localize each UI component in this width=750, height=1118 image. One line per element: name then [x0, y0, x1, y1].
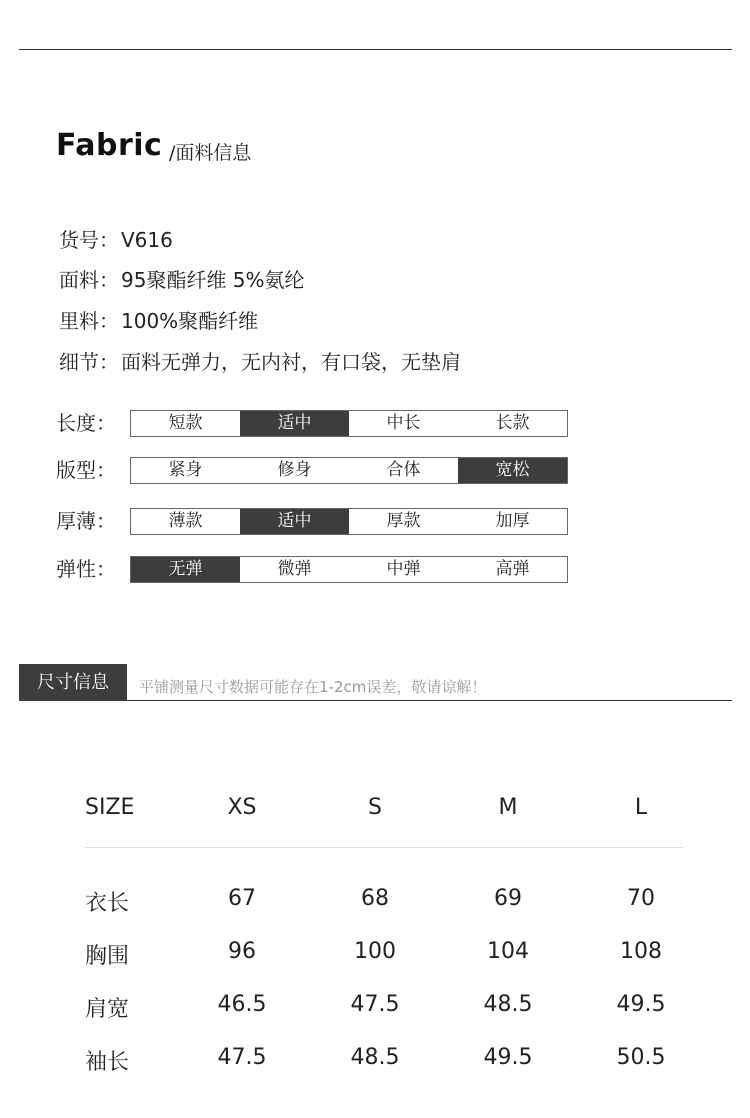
- table-cell: 67: [228, 886, 256, 911]
- scale-option: 长款: [495, 413, 530, 433]
- scale-options: [130, 457, 568, 484]
- table-cell: 49.5: [616, 992, 666, 1017]
- table-row: [85, 1045, 685, 1081]
- info-key: 面料：: [59, 268, 119, 292]
- info-value: 95聚酯纤维 5%氨纶: [121, 268, 305, 292]
- table-cell: 47.5: [350, 992, 400, 1017]
- heading-title-en: Fabric: [56, 128, 163, 163]
- row-label: 胸围: [85, 944, 130, 969]
- top-divider: [19, 49, 732, 50]
- scale-option: 适中: [240, 509, 349, 534]
- size-table-header: [85, 795, 685, 831]
- row-label: 袖长: [85, 1050, 130, 1075]
- scale-option: 修身: [277, 460, 312, 480]
- info-value: 100%聚酯纤维: [121, 309, 259, 333]
- scale-option: 中弹: [386, 559, 421, 579]
- scale-option: 厚款: [386, 511, 421, 531]
- row-label: 衣长: [85, 891, 130, 916]
- scale-option: 短款: [168, 413, 203, 433]
- scale-label: 版型：: [56, 458, 116, 482]
- scale-option: 中长: [386, 413, 421, 433]
- table-cell: 70: [627, 886, 655, 911]
- info-key: 货号：: [59, 228, 119, 252]
- scale-option: 加厚: [495, 511, 530, 531]
- table-cell: 104: [487, 939, 529, 964]
- scale-label: 长度：: [56, 411, 116, 435]
- scale-options: [130, 508, 568, 535]
- table-cell: 108: [620, 939, 662, 964]
- scale-option: 合体: [386, 460, 421, 480]
- row-label: 肩宽: [85, 997, 130, 1022]
- info-key: 细节：: [59, 350, 119, 374]
- size-info-divider: [127, 700, 732, 701]
- info-value: V616: [121, 228, 173, 252]
- section-heading: [56, 128, 252, 168]
- table-cell: 69: [494, 886, 522, 911]
- scale-option: 紧身: [168, 460, 203, 480]
- scale-option: 微弹: [277, 559, 312, 579]
- header-cell: S: [368, 795, 382, 820]
- table-cell: 50.5: [616, 1045, 666, 1070]
- scale-label: 厚薄：: [56, 509, 116, 533]
- header-cell: L: [634, 795, 648, 820]
- scale-options: [130, 410, 568, 437]
- header-cell: SIZE: [85, 795, 135, 820]
- header-cell: XS: [227, 795, 257, 820]
- header-cell: M: [498, 795, 518, 820]
- scale-label: 弹性：: [56, 557, 116, 581]
- scale-option: 适中: [240, 411, 349, 436]
- info-row-lining: [59, 305, 258, 335]
- table-cell: 46.5: [217, 992, 267, 1017]
- table-cell: 48.5: [350, 1045, 400, 1070]
- scale-option: 高弹: [495, 559, 530, 579]
- scale-option: 宽松: [458, 458, 567, 483]
- table-cell: 100: [354, 939, 396, 964]
- size-table-divider: [85, 847, 683, 848]
- info-key: 里料：: [59, 309, 119, 333]
- info-value: 面料无弹力，无内衬，有口袋，无垫肩: [121, 350, 461, 374]
- table-cell: 96: [228, 939, 256, 964]
- table-cell: 47.5: [217, 1045, 267, 1070]
- info-row-details: [59, 346, 461, 376]
- table-row: [85, 939, 685, 975]
- table-cell: 48.5: [483, 992, 533, 1017]
- heading-title-cn: /面料信息: [169, 142, 252, 164]
- info-row-fabric: [59, 264, 305, 294]
- table-cell: 68: [361, 886, 389, 911]
- scale-option: 无弹: [131, 557, 240, 582]
- size-info-tag: 尺寸信息: [19, 664, 127, 701]
- scale-option: 薄款: [168, 511, 203, 531]
- size-info-header: [19, 664, 732, 701]
- scale-options: [130, 556, 568, 583]
- table-row: [85, 992, 685, 1028]
- size-info-note: 平铺测量尺寸数据可能存在1-2cm误差，敬请谅解！: [139, 678, 487, 696]
- table-row: [85, 886, 685, 922]
- table-cell: 49.5: [483, 1045, 533, 1070]
- info-row-item-no: [59, 224, 173, 254]
